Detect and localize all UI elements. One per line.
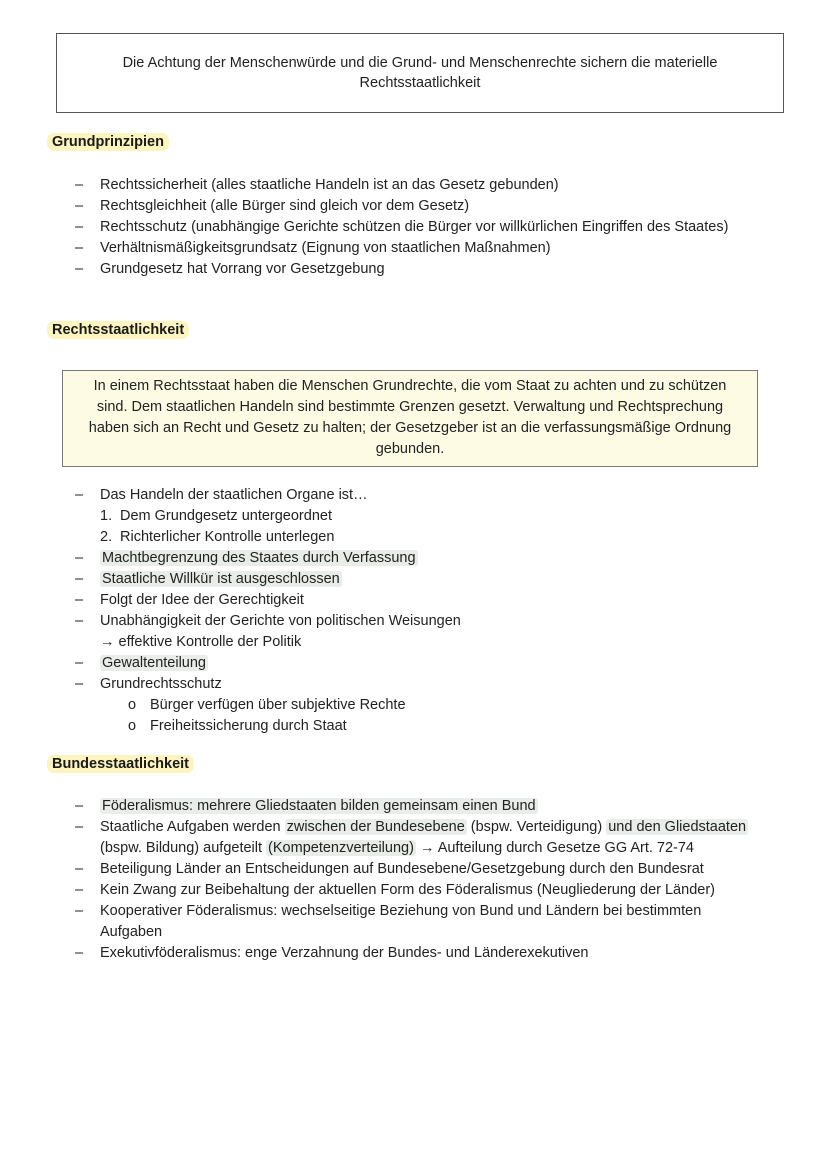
list-item: – Rechtsschutz (unabhängige Gerichte schützen die Bürger vor willkürlichen Eingriffen des Staates) [75, 219, 729, 235]
list-item: – Rechtssicherheit (alles staatliche Handeln ist an das Gesetz gebunden) [75, 177, 559, 193]
list-item: – Unabhängigkeit der Gerichte von politischen Weisungen → effektive Kontrolle der Politik [75, 611, 775, 653]
list-item: – Exekutivföderalismus: enge Verzahnung der Bundes- und Länderexekutiven [75, 945, 589, 961]
grundprinzipien-list [75, 175, 775, 280]
list-item: – Staatliche Aufgaben werden zwischen der Bundesebene (bspw. Verteidigung) und den Gliedstaaten (bspw. Bildung) aufgeteilt (Kompetenzverteilung) → Aufteilung durch Gesetze GG Art. 72-74 [75, 819, 747, 856]
list-item: – Das Handeln der staatlichen Organe ist… 1. Dem Grundgesetz untergeordnet 2. Richterlicher Kontrolle unterlegen [75, 485, 775, 548]
rechtsstaatlichkeit-list [75, 485, 775, 737]
list-item: – Grundgesetz hat Vorrang vor Gesetzgebung [75, 261, 385, 277]
definition-line: In einem Rechtsstaat haben die Menschen Grundrechte, die vom Staat zu achten und zu schützen [93, 378, 727, 394]
definition-line: haben sich an Recht und Gesetz zu halten; der Gesetzgeber ist an die verfassungsmäßige Ordnung [88, 420, 732, 436]
sub-item: o Freiheitssicherung durch Staat [128, 718, 347, 734]
intro-box [56, 33, 784, 113]
list-item: – Beteiligung Länder an Entscheidungen auf Bundesebene/Gesetzgebung durch den Bundesrat [75, 861, 704, 877]
list-item: – Grundrechtsschutz o Bürger verfügen über subjektive Rechte o Freiheitssicherung durch Staat [75, 674, 775, 737]
intro-line-2: Rechtsstaatlichkeit [359, 75, 481, 91]
sub-item: 1. Dem Grundgesetz untergeordnet [100, 508, 332, 524]
list-item: – Gewaltenteilung [75, 655, 206, 671]
definition-line: sind. Dem staatlichen Handeln sind bestimmte Grenzen gesetzt. Verwaltung und Rechtsprechung [96, 399, 724, 415]
heading-bundesstaatlichkeit: Bundesstaatlichkeit [47, 755, 194, 773]
intro-line-1: Die Achtung der Menschenwürde und die Grund- und Menschenrechte sichern die materielle [122, 55, 718, 71]
list-item: – Föderalismus: mehrere Gliedstaaten bilden gemeinsam einen Bund [75, 798, 536, 814]
list-item: – Machtbegrenzung des Staates durch Verfassung [75, 550, 416, 566]
bundesstaatlichkeit-list [75, 796, 785, 964]
list-item: – Kein Zwang zur Beibehaltung der aktuellen Form des Föderalismus (Neugliederung der Länder) [75, 882, 715, 898]
heading-grundprinzipien: Grundprinzipien [47, 133, 169, 151]
sub-item: → effektive Kontrolle der Politik [100, 634, 302, 650]
definition-line: gebunden. [375, 441, 445, 457]
list-item: – Rechtsgleichheit (alle Bürger sind gleich vor dem Gesetz) [75, 198, 470, 214]
list-item: – Kooperativer Föderalismus: wechselseitige Beziehung von Bund und Ländern bei bestimmten Aufgaben [75, 903, 702, 940]
sub-item: o Bürger verfügen über subjektive Rechte [128, 697, 406, 713]
definition-box [62, 370, 758, 467]
sub-item: 2. Richterlicher Kontrolle unterlegen [100, 529, 335, 545]
heading-rechtsstaatlichkeit: Rechtsstaatlichkeit [47, 321, 189, 339]
list-item: – Staatliche Willkür ist ausgeschlossen [75, 571, 340, 587]
list-item: – Verhältnismäßigkeitsgrundsatz (Eignung von staatlichen Maßnahmen) [75, 240, 551, 256]
list-item: – Folgt der Idee der Gerechtigkeit [75, 592, 304, 608]
